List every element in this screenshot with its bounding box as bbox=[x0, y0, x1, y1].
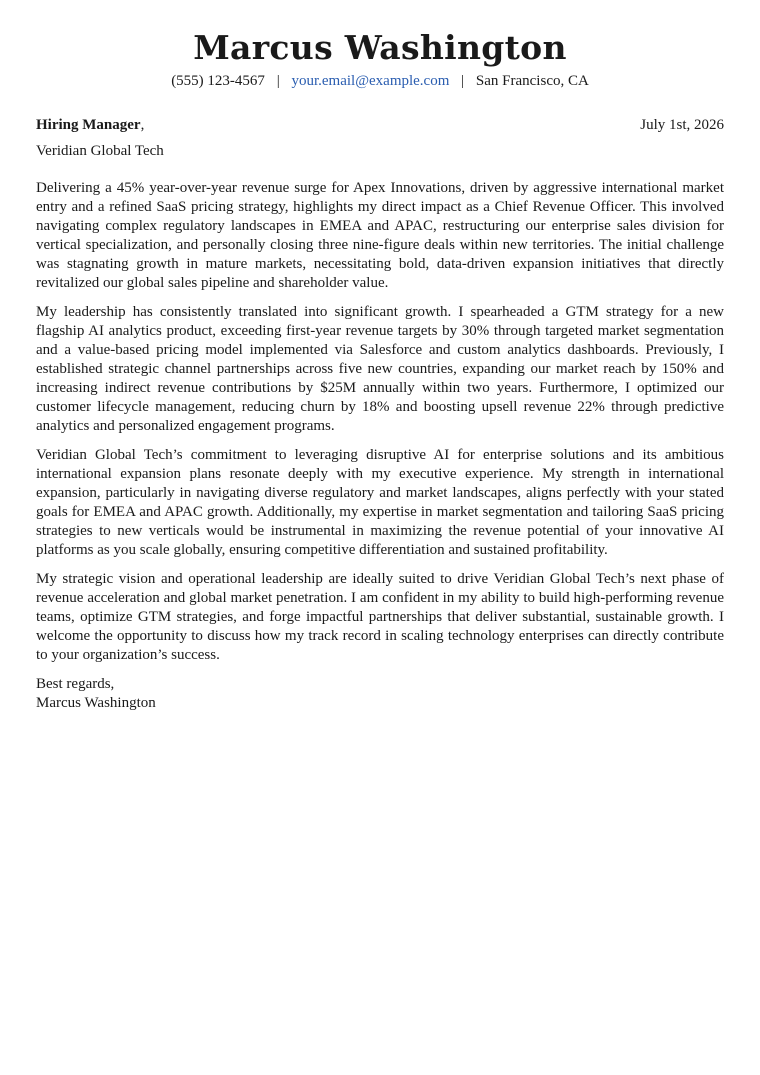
recipient-company: Veridian Global Tech bbox=[36, 143, 164, 159]
sign-off: Best regards, bbox=[36, 676, 115, 692]
body-paragraph: Veridian Global Tech’s commitment to leveraging disruptive AI for enterprise solutions and its ambitious international expansion plans resonate deeply with my executive experience. My strength in international expansion, particularly in navigating diverse regulatory and market landscapes, aligns perfectly with your stated goals for EMEA and APAC growth. Additionally, my expertise in market segmentation and tailoring SaaS pricing strategies to new verticals would be instrumental in maximizing the revenue potential of your innovative AI platforms as you scale globally, ensuring competitive differentiation and sustained profitability. bbox=[36, 447, 724, 558]
letter-date: July 1st, 2026 bbox=[640, 117, 724, 133]
recipient-name: Hiring Manager bbox=[36, 117, 141, 133]
letter-meta bbox=[36, 115, 724, 135]
letter-body bbox=[36, 179, 724, 665]
cover-letter-page bbox=[36, 28, 724, 713]
contact-line bbox=[36, 71, 724, 91]
signature-name: Marcus Washington bbox=[36, 695, 156, 711]
email-link[interactable]: your.email@example.com bbox=[291, 73, 450, 89]
salutation-punct: , bbox=[140, 117, 145, 133]
applicant-name: Marcus Washington bbox=[193, 28, 567, 67]
body-paragraph: My leadership has consistently translated into significant growth. I spearheaded a GTM strategy for a new flagship AI analytics product, exceeding first-year revenue targets by 30% through targeted market segmentation and a value-based pricing model implemented via Salesforce and custom analytics dashboards. Previously, I established strategic channel partnerships across five new countries, expanding our market reach by 150% and increasing indirect revenue contributions by $25M annually within two years. Furthermore, I optimized our customer lifecycle management, reducing churn by 18% and boosting upsell revenue 22% through predictive analytics and personalized engagement programs. bbox=[36, 304, 724, 434]
body-paragraph: Delivering a 45% year-over-year revenue surge for Apex Innovations, driven by aggressive international market entry and a refined SaaS pricing strategy, highlights my direct impact as a Chief Revenue Officer. This involved navigating complex regulatory landscapes in EMEA and APAC, restructuring our enterprise sales division for vertical specialization, and personally closing three nine-figure deals within new territories. The initial challenge was stagnating growth in mature markets, necessitating bold, data-driven expansion initiatives that directly revitalized our global sales pipeline and shareholder value. bbox=[36, 180, 724, 291]
contact-separator: | bbox=[276, 73, 280, 89]
salutation bbox=[36, 115, 144, 135]
body-paragraph: My strategic vision and operational leadership are ideally suited to drive Veridian Global Tech’s next phase of revenue acceleration and global market penetration. I am confident in my ability to build high-performing revenue teams, optimize GTM strategies, and forge impactful partnerships that deliver substantial, sustainable growth. I welcome the opportunity to discuss how my track record in scaling technology enterprises can directly contribute to your organization’s success. bbox=[36, 571, 724, 663]
letter-closing bbox=[36, 675, 724, 713]
contact-separator: | bbox=[461, 73, 465, 89]
phone-number: (555) 123-4567 bbox=[171, 73, 265, 89]
location: San Francisco, CA bbox=[475, 73, 589, 89]
